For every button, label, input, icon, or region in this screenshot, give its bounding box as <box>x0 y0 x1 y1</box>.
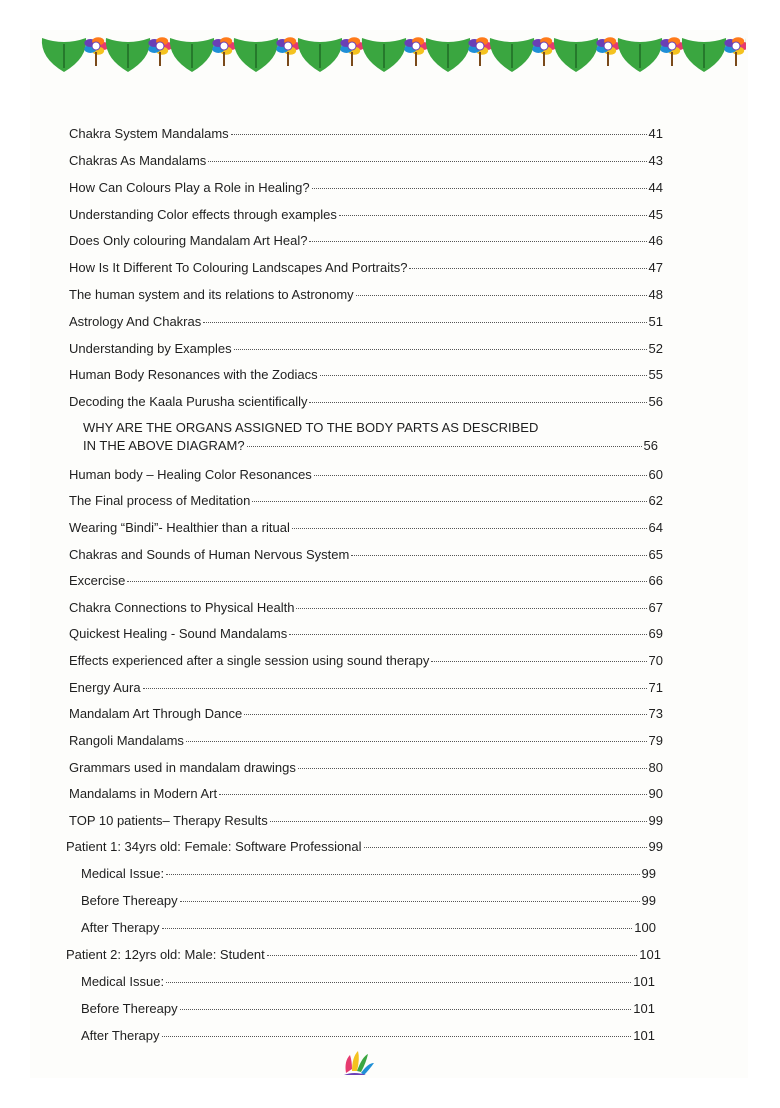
toc-entry-page: 46 <box>648 233 663 248</box>
toc-entry-title: The human system and its relations to Astronomy <box>69 287 354 302</box>
dot-leader <box>339 215 647 216</box>
toc-entry[interactable] <box>81 974 655 990</box>
toc-entry[interactable] <box>69 547 663 563</box>
toc-entry-title: Chakra System Mandalams <box>69 126 229 141</box>
toc-entry-title: Before Thereapy <box>81 1001 178 1016</box>
toc-entry-title: Before Thereapy <box>81 893 178 908</box>
dot-leader <box>247 446 642 447</box>
dot-leader <box>309 402 646 403</box>
toc-entry-title: Chakras and Sounds of Human Nervous System <box>69 547 350 562</box>
toc-entry-page: 80 <box>648 760 663 775</box>
dot-leader <box>231 134 647 135</box>
dot-leader <box>351 555 646 556</box>
toc-entry[interactable] <box>69 786 663 802</box>
toc-entry-title: Decoding the Kaala Purusha scientifically <box>69 394 308 409</box>
toc-entry-page: 52 <box>648 341 663 356</box>
dot-leader <box>127 581 646 582</box>
toc-entry-title: Understanding by Examples <box>69 341 232 356</box>
toc-entry-page: 90 <box>648 786 663 801</box>
dot-leader <box>180 1009 632 1010</box>
toc-entry-page: 45 <box>648 207 663 222</box>
toc-entry-title: How Can Colours Play a Role in Healing? <box>69 180 310 195</box>
toc-entry-page: 62 <box>648 493 663 508</box>
toc-entry-page: 48 <box>648 287 663 302</box>
toc-entry[interactable] <box>69 126 663 142</box>
toc-entry-title: Human body – Healing Color Resonances <box>69 467 312 482</box>
dot-leader <box>356 295 647 296</box>
toc-entry-page: 100 <box>634 920 656 935</box>
toc-entry[interactable] <box>69 680 663 696</box>
toc-subsection-line1: WHY ARE THE ORGANS ASSIGNED TO THE BODY PARTS AS DESCRIBED <box>83 420 539 435</box>
toc-entry[interactable] <box>69 153 663 169</box>
dot-leader <box>292 528 647 529</box>
toc-entry-page: 101 <box>633 1001 655 1016</box>
toc-entry-page: 66 <box>648 573 663 588</box>
toc-entry-page: 65 <box>648 547 663 562</box>
toc-entry[interactable] <box>81 920 656 936</box>
toc-entry-title: Chakra Connections to Physical Health <box>69 600 295 615</box>
toc-entry-page: 47 <box>648 260 663 275</box>
toc-entry-title: Medical Issue: <box>81 866 165 881</box>
toc-entry-page: 67 <box>648 600 663 615</box>
toc-subsection-entry[interactable] <box>83 419 658 455</box>
toc-entry[interactable] <box>69 653 663 669</box>
toc-entry-title: Rangoli Mandalams <box>69 733 184 748</box>
toc-entry[interactable] <box>69 260 663 276</box>
toc-entry-title: Mandalams in Modern Art <box>69 786 218 801</box>
toc-entry[interactable] <box>69 287 663 303</box>
toc-entry[interactable] <box>69 760 663 776</box>
toc-entry-title: Mandalam Art Through Dance <box>69 706 243 721</box>
dot-leader <box>267 955 638 956</box>
toc-entry-page: 43 <box>648 153 663 168</box>
toc-entry[interactable] <box>69 626 663 642</box>
toc-entry[interactable] <box>69 367 663 383</box>
toc-entry-title: Quickest Healing - Sound Mandalams <box>69 626 288 641</box>
toc-entry-page: 56 <box>643 438 658 453</box>
toc-entry[interactable] <box>81 1028 655 1044</box>
toc-entry-title: Medical Issue: <box>81 974 165 989</box>
toc-entry-title: Wearing “Bindi”- Healthier than a ritual <box>69 520 290 535</box>
toc-entry[interactable] <box>69 233 663 249</box>
dot-leader <box>208 161 646 162</box>
dot-leader <box>364 847 647 848</box>
toc-entry[interactable] <box>69 314 663 330</box>
toc-entry[interactable] <box>69 467 663 483</box>
toc-entry-title: Chakras As Mandalams <box>69 153 207 168</box>
dot-leader <box>314 475 647 476</box>
dot-leader <box>234 349 647 350</box>
toc-entry[interactable] <box>69 813 663 829</box>
dot-leader <box>203 322 646 323</box>
toc-entry-page: 79 <box>648 733 663 748</box>
toc-entry-title: After Therapy <box>81 920 160 935</box>
toc-entry-page: 55 <box>648 367 663 382</box>
toc-entry-page: 101 <box>633 974 655 989</box>
toc-entry-title: How Is It Different To Colouring Landscapes And Portraits? <box>69 260 408 275</box>
dot-leader <box>296 608 646 609</box>
hands-logo-icon <box>338 1047 378 1077</box>
toc-entry-page: 64 <box>648 520 663 535</box>
dot-leader <box>431 661 646 662</box>
toc-entry-page: 70 <box>648 653 663 668</box>
toc-entry[interactable] <box>81 866 656 882</box>
toc-entry[interactable] <box>69 706 663 722</box>
dot-leader <box>143 688 647 689</box>
dot-leader <box>162 1036 632 1037</box>
toc-entry-title: After Therapy <box>81 1028 160 1043</box>
toc-entry-title: Patient 2: 12yrs old: Male: Student <box>66 947 265 962</box>
toc-entry-page: 71 <box>648 680 663 695</box>
toc-entry-page: 99 <box>641 866 656 881</box>
dot-leader <box>252 501 646 502</box>
toc-entry[interactable] <box>69 394 663 410</box>
toc-entry[interactable] <box>66 839 663 855</box>
dot-leader <box>289 634 646 635</box>
dot-leader <box>166 982 631 983</box>
toc-entry-title: TOP 10 patients– Therapy Results <box>69 813 268 828</box>
dot-leader <box>409 268 646 269</box>
toc-entry-page: 51 <box>648 314 663 329</box>
dot-leader <box>166 874 639 875</box>
toc-entry-page: 99 <box>641 893 656 908</box>
dot-leader <box>298 768 647 769</box>
toc-entry[interactable] <box>81 893 656 909</box>
toc-entry-page: 56 <box>648 394 663 409</box>
toc-entry-page: 60 <box>648 467 663 482</box>
toc-entry-page: 73 <box>648 706 663 721</box>
toc-entry[interactable] <box>69 207 663 223</box>
dot-leader <box>180 901 640 902</box>
toc-entry-title: Astrology And Chakras <box>69 314 202 329</box>
toc-entry-page: 44 <box>648 180 663 195</box>
toc-entry[interactable] <box>66 947 661 963</box>
dot-leader <box>219 794 646 795</box>
toc-entry[interactable] <box>69 180 663 196</box>
toc-entry[interactable] <box>81 1001 655 1017</box>
toc-entry[interactable] <box>69 600 663 616</box>
toc-entry-title: Effects experienced after a single session using sound therapy <box>69 653 430 668</box>
toc-entry-page: 99 <box>648 813 663 828</box>
dot-leader <box>244 714 646 715</box>
toc-entry[interactable] <box>69 573 663 589</box>
toc-entry-title: Does Only colouring Mandalam Art Heal? <box>69 233 308 248</box>
dot-leader <box>162 928 633 929</box>
dot-leader <box>320 375 647 376</box>
toc-entry[interactable] <box>69 493 663 509</box>
toc-entry-title: Excercise <box>69 573 126 588</box>
toc-entry-page: 101 <box>633 1028 655 1043</box>
dot-leader <box>270 821 647 822</box>
toc-entry-page: 41 <box>648 126 663 141</box>
toc-entry[interactable] <box>69 733 663 749</box>
toc-entry-title: The Final process of Meditation <box>69 493 251 508</box>
toc-entry-page: 99 <box>648 839 663 854</box>
toc-entry[interactable] <box>69 520 663 536</box>
toc-entry[interactable] <box>69 341 663 357</box>
toc-entry-title: Human Body Resonances with the Zodiacs <box>69 367 318 382</box>
toc-entry-page: 69 <box>648 626 663 641</box>
toc-entry-page: 101 <box>639 947 661 962</box>
toc-entry-title: Patient 1: 34yrs old: Female: Software Professional <box>66 839 362 854</box>
dot-leader <box>309 241 646 242</box>
toc-subsection-line2: IN THE ABOVE DIAGRAM? <box>83 438 245 453</box>
toc-entry-title: Energy Aura <box>69 680 141 695</box>
toc-entry-title: Grammars used in mandalam drawings <box>69 760 296 775</box>
dot-leader <box>312 188 647 189</box>
dot-leader <box>186 741 647 742</box>
toc-entry-title: Understanding Color effects through examples <box>69 207 337 222</box>
